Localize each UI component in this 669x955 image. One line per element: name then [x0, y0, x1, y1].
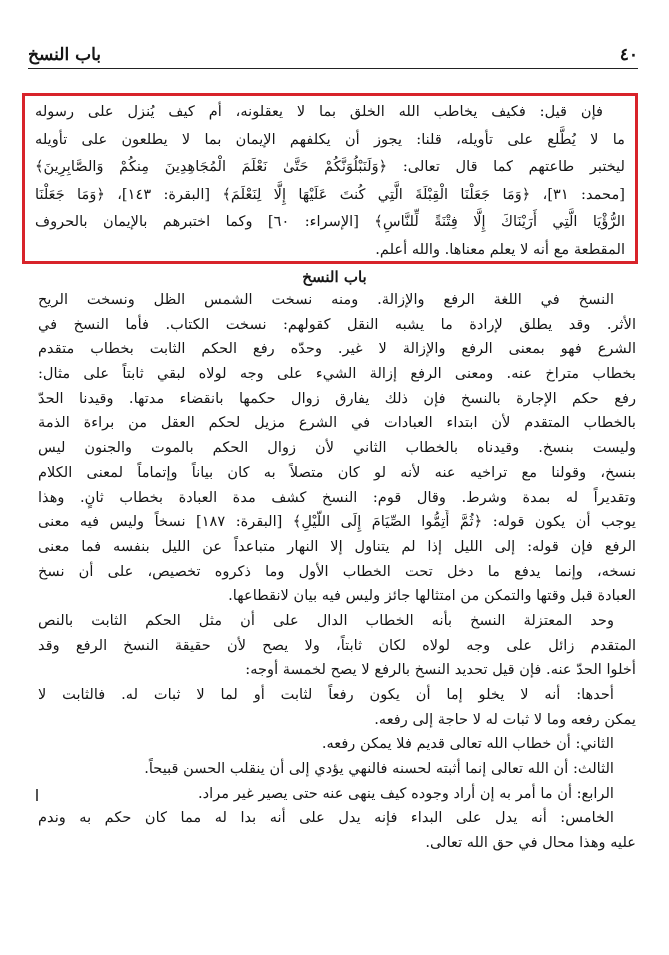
passage-line: [محمد: ٣١]، ﴿وَمَا جَعَلْنَا الْقِبْلَةَ الَّتِي كُنتَ عَلَيْهَا إِلَّا لِنَعْلَمَ﴾ [البقرة: ١٤٣]، ﴿وَمَا جَعَلْنَا — [35, 185, 625, 203]
body-line: وليست بنسخ. وقيدناه بالخطاب الثاني لأن زوال الحكم بالموت والجنون ليس — [38, 439, 636, 457]
running-title: باب النسخ — [28, 45, 102, 65]
highlighted-passage — [35, 98, 625, 264]
margin-mark — [36, 789, 38, 801]
body-line: الثاني: أن خطاب الله تعالى قديم فلا يمكن رفعه. — [321, 735, 614, 753]
body-line: الأثر. وقد يطلق لإرادة ما يشبه النقل كقولهم: نسخت الكتاب. فأما النسخ في — [38, 315, 636, 333]
body-line: وحد المعتزلة النسخ بأنه الخطاب الدال على أن مثل الحكم الثابت بالنص — [38, 611, 614, 629]
body-line: نسخه، وإنما يدفع ما دخل تحت الخطاب الأول وما ذكروه تخصيص، على أن نسخ — [38, 562, 636, 580]
body-line: أحدها: أنه لا يخلو إما أن يكون رفعاً لثابت أو لما لا ثبات له. فالثابت لا — [38, 686, 614, 703]
highlighted-passage-box — [22, 93, 638, 264]
passage-line: الرُّؤْيَا الَّتِي أَرَيْنَاكَ إِلَّا فِتْنَةً لِّلنَّاسِ﴾ [الإسراء: ٦٠] وكما اختبرهم بالإيمان بالحروف — [35, 213, 625, 231]
page-header — [28, 42, 638, 69]
body-line: الخامس: أنه يدل على البداء فإنه يدل على أنه بدا له مما كان حكم به وندم — [38, 809, 614, 827]
body-line: يمكن رفعه وما لا ثبات له لا حاجة إلى رفعه. — [374, 710, 636, 728]
passage-line: المقطعة مع أنه لا يعلم معناها. والله أعلم. — [375, 240, 625, 258]
body-line: الثالث: أن الله تعالى إنما أثبته لحسنه فالنهي يؤدي إلى أن ينقلب الحسن قبيحاً. — [144, 760, 614, 778]
body-line: رفع حكم الإجارة بالنسخ فإن ذلك يفارق زوال حكمها بانقضاء مدتها. وقيدنا الحدّ — [38, 389, 636, 407]
body-line: الشرع فهو بمعنى الرفع والإزالة لا غير. وحدّه رفع الحكم الثابت بخطاب متقدم — [38, 340, 636, 358]
passage-line: ليختبر طاعتهم كما قال تعالى: ﴿وَلَنَبْلُوَنَّكُمْ حَتَّىٰ نَعْلَمَ الْمُجَاهِدِينَ مِنكُمْ وَالصَّابِرِينَ﴾ — [35, 158, 625, 176]
body-line: الرفع فإن قوله: إلى الليل إذا لم يتناول إلا النهار متباعداً عن الليل بنفسه فما معنى — [38, 537, 636, 555]
body-line: عليه وهذا محال في حق الله تعالى. — [425, 834, 636, 852]
passage-line: ما لا يُطَّلع على تأويله، قلنا: يجوز أن يكلفهم الإيمان بما لا يطلعون على تأويله — [35, 130, 625, 148]
body-line: يوجب أن يكون قوله: ﴿ثُمَّ أَتِمُّوا الصِّيَامَ إِلَى اللَّيْلِ﴾ [البقرة: ١٨٧] نسخاً وليس فيه معنى — [38, 513, 636, 531]
body-line: الرابع: أن ما أمر به إن أراد وجوده كيف ينهى عنه حتى يصير غير مراد. — [198, 784, 614, 802]
body-line: وتقديراً له بمدة وشرط. وقال قوم: النسخ كشف مدة العبادة بخطاب ثانٍ. وهذا — [38, 488, 636, 506]
section-title: باب النسخ — [302, 268, 367, 286]
body-line: أخلوا الحدّ عنه. فإن قيل تحديد النسخ بالرفع لا يصح لخمسة أوجه: — [245, 661, 636, 679]
body-line: المتقدم زائل على وجه لولاه لكان ثابتاً، ولا يصح لأن حقيقة النسخ الرفع وقد — [38, 636, 636, 654]
page-number: ٤٠ — [619, 45, 638, 65]
body-line: بنسخ، وقولنا مع تراخيه عنه لأنه لو كان متصلاً به كان بياناً وإتماماً لمعنى الكلام — [38, 463, 636, 481]
body-text — [38, 288, 636, 856]
passage-line: فإن قيل: فكيف يخاطب الله الخلق بما لا يعقلونه، أم كيف يُنزل على رسوله — [35, 103, 603, 120]
body-line: بخطاب متراخ عنه. ومعنى الرفع إزالة الشيء على وجه لولاه لبقي ثابتاً على مثال: — [38, 365, 636, 383]
body-line: العبادة قبل وقتها والتمكن من امتثالها جائز وليس فيه بيان لانقطاعها. — [228, 587, 636, 605]
body-line: بالخطاب المتقدم لأن ابتداء العبادات في الشرع مزيل لحكم العقل من براءة الذمة — [38, 414, 636, 432]
body-line: النسخ في اللغة الرفع والإزالة. ومنه نسخت الشمس الظل ونسخت الريح — [38, 291, 614, 308]
